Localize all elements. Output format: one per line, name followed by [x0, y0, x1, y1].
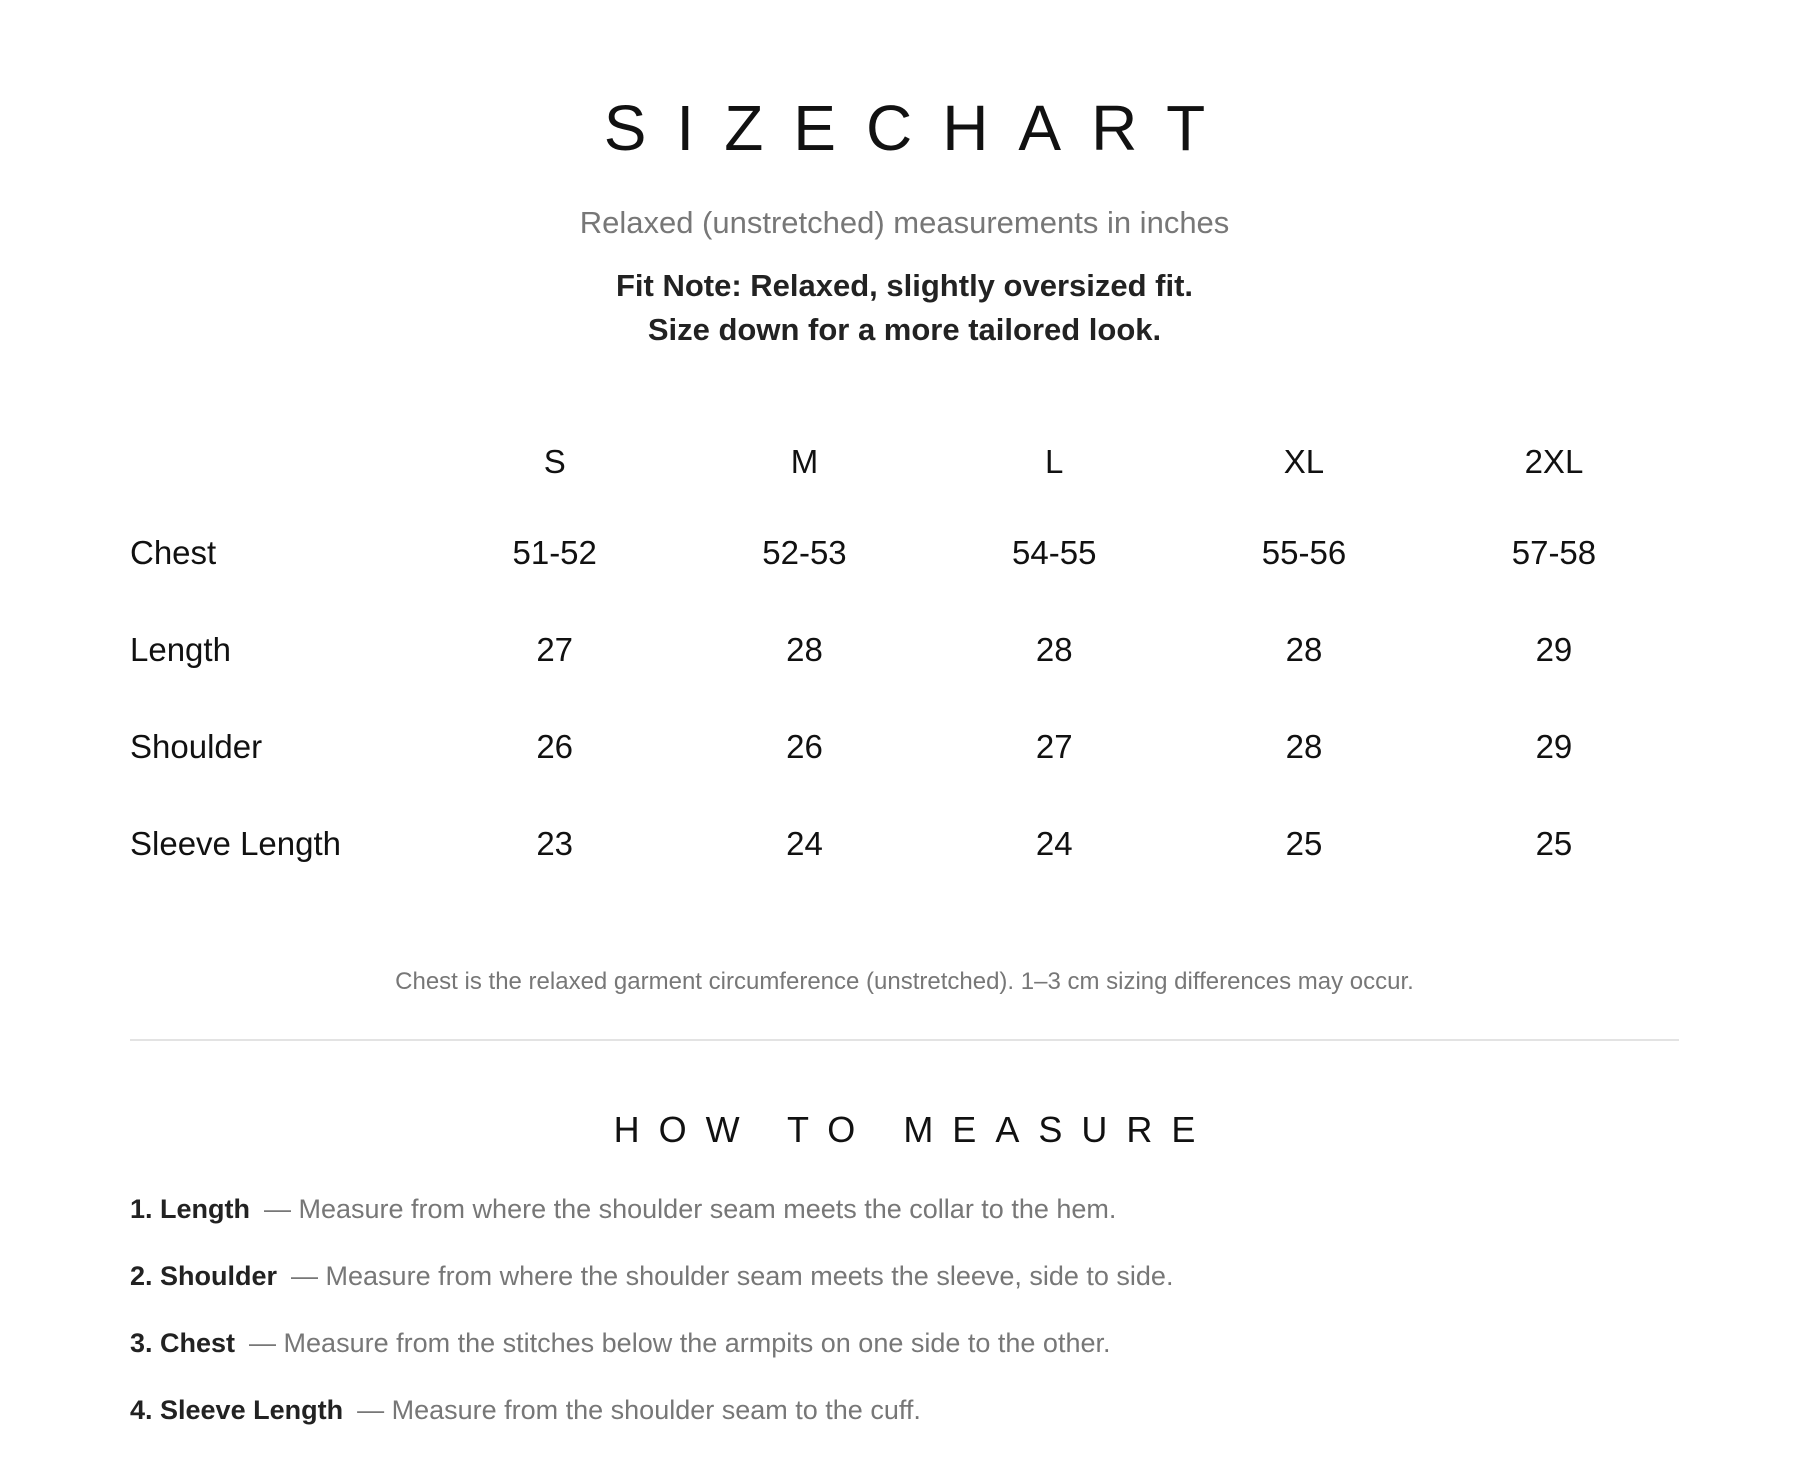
table-cell: 27	[536, 630, 574, 668]
table-cell: 28	[786, 630, 823, 668]
table-cell: 27	[1035, 727, 1073, 765]
page-title: SIZECHART	[603, 92, 1236, 164]
table-cell: 28	[1035, 630, 1073, 668]
table-cell: 55-56	[1261, 533, 1347, 571]
step-term: 3. Chest	[130, 1328, 236, 1358]
page-subtitle: Relaxed (unstretched) measurements in inches	[579, 205, 1230, 240]
table-cell: 24	[786, 824, 823, 862]
table-cell: 28	[1285, 727, 1323, 765]
size-header-m: M	[790, 443, 819, 480]
row-label-shoulder: Shoulder	[130, 727, 263, 765]
table-cell: 29	[1535, 727, 1573, 765]
fit-note-line: Size down for a more tailored look.	[647, 312, 1162, 347]
how-to-measure-title: HOW TO MEASURE	[613, 1109, 1215, 1150]
table-cell: 52-53	[762, 533, 847, 571]
measurement-footnote: Chest is the relaxed garment circumference (unstretched). 1–3 cm sizing differences may occur.	[395, 968, 1414, 995]
fit-note-line: Fit Note: Relaxed, slightly oversized fit.	[615, 268, 1194, 303]
table-cell: 26	[786, 727, 823, 765]
list-item	[130, 1330, 1679, 1397]
size-header-l: L	[1045, 443, 1064, 480]
row-label-sleeve-length: Sleeve Length	[130, 824, 342, 862]
list-item	[130, 1196, 1679, 1263]
step-term: 1. Length	[130, 1194, 250, 1224]
table-cell: 25	[1285, 824, 1323, 862]
size-header-xl: XL	[1283, 443, 1325, 480]
row-label-chest: Chest	[130, 533, 217, 571]
size-header-s: S	[543, 443, 566, 480]
step-description: — Measure from the shoulder seam to the cuff.	[357, 1395, 921, 1425]
table-row	[130, 795, 1679, 892]
step-description: — Measure from where the shoulder seam meets the sleeve, side to side.	[291, 1261, 1174, 1291]
size-table	[130, 420, 1679, 892]
header-corner-cell	[130, 420, 430, 504]
list-item	[130, 1397, 1679, 1464]
table-cell: 28	[1285, 630, 1323, 668]
table-cell: 54-55	[1012, 533, 1097, 571]
step-description: — Measure from the stitches below the armpits on one side to the other.	[249, 1328, 1111, 1358]
table-cell: 57-58	[1511, 533, 1597, 571]
list-item	[130, 1263, 1679, 1330]
table-cell: 29	[1535, 630, 1573, 668]
table-row	[130, 698, 1679, 795]
size-header-row	[130, 420, 1679, 504]
step-description: — Measure from where the shoulder seam meets the collar to the hem.	[264, 1194, 1117, 1224]
table-cell: 51-52	[512, 533, 597, 571]
section-divider	[130, 1039, 1679, 1041]
table-row	[130, 504, 1679, 601]
step-term: 2. Shoulder	[130, 1261, 278, 1291]
how-to-measure-list	[130, 1196, 1679, 1464]
table-cell: 25	[1535, 824, 1573, 862]
step-term: 4. Sleeve Length	[130, 1395, 344, 1425]
table-cell: 23	[536, 824, 574, 862]
fit-note	[130, 264, 1679, 352]
table-cell: 24	[1035, 824, 1073, 862]
row-label-length: Length	[130, 630, 231, 668]
table-cell: 26	[536, 727, 574, 765]
table-row	[130, 601, 1679, 698]
size-header-2xl: 2XL	[1524, 443, 1584, 480]
